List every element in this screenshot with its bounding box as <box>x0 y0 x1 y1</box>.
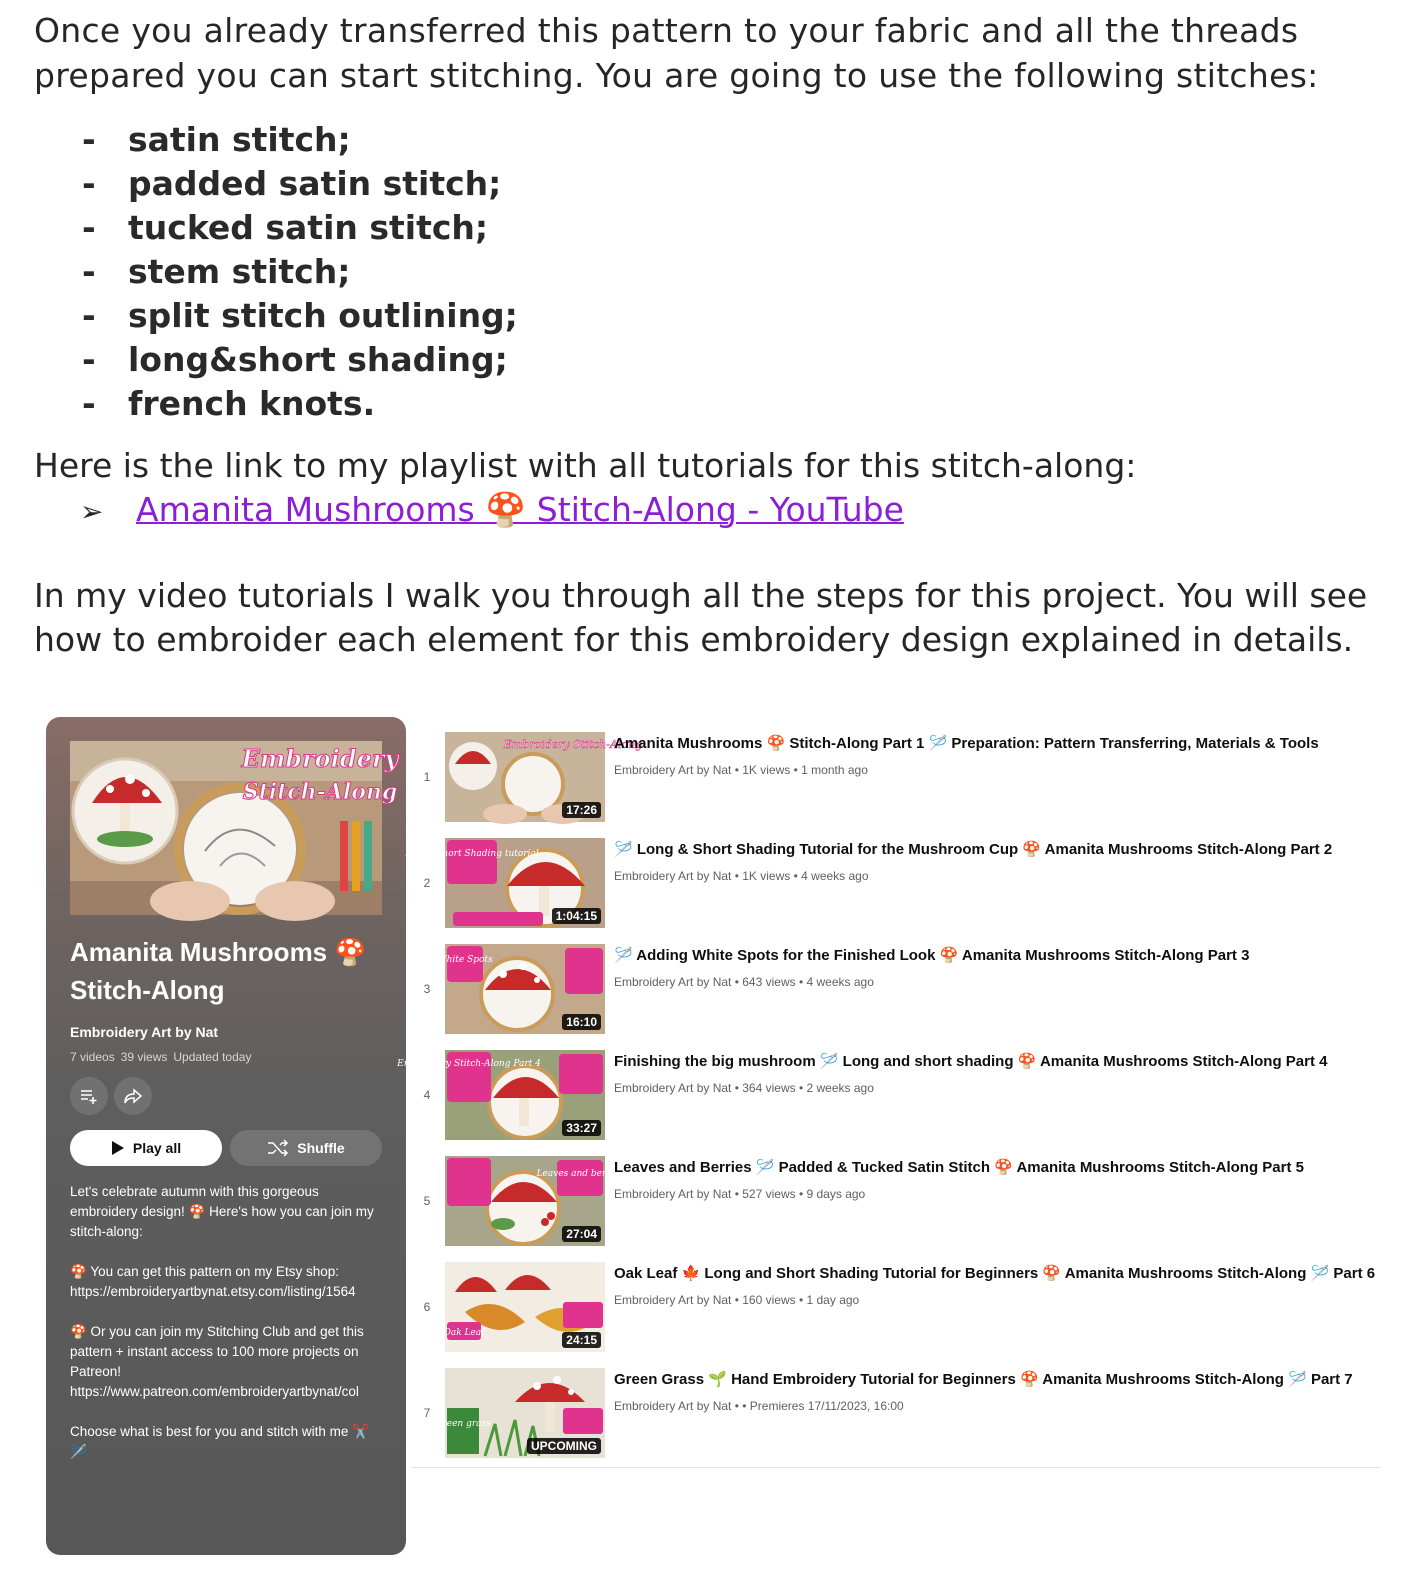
video-meta: Embroidery Art by Nat • 643 views • 4 weeks ago <box>614 975 874 989</box>
video-thumbnail[interactable] <box>397 1050 605 1140</box>
cover-title: Embroidery <box>241 744 399 773</box>
playlist-cover-image[interactable] <box>70 741 399 915</box>
thumb-caption: White Spots <box>437 955 493 965</box>
list-item <box>82 162 518 206</box>
view-count: 39 views <box>120 1050 168 1064</box>
video-title[interactable]: Leaves and Berries 🪡 Padded & Tucked Satin Stitch 🍄 Amanita Mushrooms Stitch-Along Part 5 <box>614 1159 1304 1176</box>
video-count: 7 videos <box>70 1050 115 1064</box>
playlist-video-item[interactable] <box>405 836 1380 942</box>
video-views: 643 views <box>742 975 796 989</box>
video-thumbnail[interactable] <box>437 944 605 1034</box>
list-marker: - <box>82 164 96 203</box>
thumb-caption: Long&Short Shading tutorial <box>405 849 539 859</box>
playlist-meta <box>70 1050 257 1064</box>
list-item <box>82 338 518 382</box>
shuffle-button[interactable] <box>230 1130 382 1166</box>
list-marker: - <box>82 384 96 423</box>
video-views: 364 views <box>742 1081 796 1095</box>
cover-subtitle: Stitch-Along <box>242 779 398 805</box>
video-index: 2 <box>423 876 431 890</box>
thumb-caption: Oak Leaf <box>443 1328 485 1338</box>
intro-text <box>34 8 1394 98</box>
video-views: 1K views <box>742 763 791 777</box>
list-marker: - <box>82 340 96 379</box>
description-paragraph: 🍄 Or you can join my Stitching Club and get this pattern + instant access to 100 more projects on Patreon! <box>70 1324 364 1379</box>
video-title[interactable]: Green Grass 🌱 Hand Embroidery Tutorial for Beginners 🍄 Amanita Mushrooms Stitch-Along 🪡 Part 7 <box>614 1371 1353 1388</box>
playlist-card <box>46 717 406 1555</box>
play-icon <box>111 1140 125 1156</box>
video-age: 1 month ago <box>801 763 868 777</box>
playlist-video-item[interactable] <box>412 1154 1380 1260</box>
playlist-video-item[interactable] <box>397 1048 1380 1154</box>
video-duration: 16:10 <box>562 1014 601 1030</box>
video-views: 527 views <box>742 1187 796 1201</box>
video-meta: Embroidery Art by Nat • 1K views • 1 month ago <box>614 763 868 777</box>
video-index: 3 <box>423 982 431 996</box>
video-index: 4 <box>423 1088 431 1102</box>
video-channel[interactable]: Embroidery Art by Nat <box>614 1187 732 1201</box>
playlist-link-intro: Here is the link to my playlist with all tutorials for this stitch-along: <box>34 446 1137 485</box>
list-item <box>82 118 518 162</box>
video-index: 1 <box>423 770 431 784</box>
outro-text <box>34 574 1404 662</box>
video-age: 4 weeks ago <box>801 869 869 883</box>
video-duration: 17:26 <box>562 802 601 818</box>
thumb-caption: Embroidery Stitch-Along <box>503 738 643 751</box>
video-meta: Embroidery Art by Nat • • Premieres 17/11/2023, 16:00 <box>614 1399 904 1413</box>
outro-line: In my video tutorials I walk you through all the steps for this project. You will see <box>34 576 1368 615</box>
add-to-queue-button[interactable] <box>70 1077 108 1115</box>
description-paragraph: Let's celebrate autumn with this gorgeous embroidery design! 🍄 Here's how you can join my stitch-along: <box>70 1184 374 1239</box>
video-channel[interactable]: Embroidery Art by Nat <box>614 869 732 883</box>
video-views: 1K views <box>742 869 791 883</box>
video-index: 7 <box>423 1406 431 1420</box>
shuffle-label: Shuffle <box>297 1140 345 1156</box>
intro-line: prepared you can start stitching. You are going to use the following stitches: <box>34 56 1319 95</box>
video-title[interactable]: Finishing the big mushroom 🪡 Long and short shading 🍄 Amanita Mushrooms Stitch-Along Part 4 <box>614 1053 1328 1070</box>
play-all-label: Play all <box>132 1140 182 1156</box>
video-age: 4 weeks ago <box>806 975 874 989</box>
list-divider <box>412 1467 1380 1468</box>
shuffle-icon <box>267 1139 289 1157</box>
stitch-name: padded satin stitch; <box>128 164 502 203</box>
list-item <box>82 206 518 250</box>
video-thumbnail[interactable] <box>445 1156 624 1246</box>
video-duration: 33:27 <box>562 1120 601 1136</box>
playlist-video-item[interactable] <box>412 730 1380 836</box>
playlist-title-line: Stitch-Along <box>70 975 225 1005</box>
playlist-title-line: Amanita Mushrooms 🍄 <box>70 937 367 967</box>
stitch-name: tucked satin stitch; <box>128 208 489 247</box>
play-all-button[interactable] <box>70 1130 222 1166</box>
description-line: 🍄 You can get this pattern on my Etsy shop: <box>70 1264 339 1279</box>
stitch-list <box>82 118 518 426</box>
description-url[interactable]: https://www.patreon.com/embroideryartbynat/col <box>70 1384 359 1399</box>
list-marker: - <box>82 296 96 335</box>
video-channel[interactable]: Embroidery Art by Nat <box>614 763 732 777</box>
arrow-bullet-icon: ➢ <box>80 495 104 528</box>
video-title[interactable]: 🪡 Adding White Spots for the Finished Look 🍄 Amanita Mushrooms Stitch-Along Part 3 <box>614 947 1250 964</box>
video-duration: UPCOMING <box>527 1438 601 1454</box>
stitch-name: long&short shading; <box>128 340 508 379</box>
video-channel[interactable]: Embroidery Art by Nat <box>614 975 732 989</box>
share-icon <box>123 1086 143 1106</box>
list-item <box>82 382 518 426</box>
intro-line: Once you already transferred this pattern to your fabric and all the threads <box>34 11 1299 50</box>
thumb-caption: Green grass <box>435 1419 491 1429</box>
playlist-video-list <box>397 730 1380 1472</box>
playlist-channel[interactable]: Embroidery Art by Nat <box>70 1024 219 1040</box>
video-thumbnail[interactable] <box>445 732 643 822</box>
video-index: 6 <box>423 1300 431 1314</box>
video-title[interactable]: Amanita Mushrooms 🍄 Stitch-Along Part 1 🪡 Preparation: Pattern Transferring, Materials & Tools <box>614 735 1319 752</box>
stitch-name: satin stitch; <box>128 120 351 159</box>
video-thumbnail[interactable] <box>445 1262 605 1352</box>
video-age: Premieres 17/11/2023, 16:00 <box>749 1399 904 1413</box>
video-channel[interactable]: Embroidery Art by Nat <box>614 1399 732 1413</box>
playlist-link-row <box>80 487 904 534</box>
video-index: 5 <box>423 1194 431 1208</box>
playlist-title <box>70 933 370 1009</box>
video-duration: 27:04 <box>562 1226 601 1242</box>
video-channel[interactable]: Embroidery Art by Nat <box>614 1293 732 1307</box>
description-line: Choose what is best for you and stitch with me ✂️ <box>70 1424 369 1439</box>
video-title[interactable]: 🪡 Long & Short Shading Tutorial for the Mushroom Cup 🍄 Amanita Mushrooms Stitch-Along Part 2 <box>614 841 1333 858</box>
video-duration: 1:04:15 <box>552 908 601 924</box>
playlist-link[interactable]: Amanita Mushrooms 🍄 Stitch-Along - YouTube <box>136 490 904 529</box>
playlist-description <box>70 1182 382 1462</box>
stitch-name: split stitch outlining; <box>128 296 518 335</box>
thumb-caption: Embroidery Stitch-Along Part 4 <box>397 1059 541 1069</box>
share-button[interactable] <box>114 1077 152 1115</box>
video-title[interactable]: Oak Leaf 🍁 Long and Short Shading Tutorial for Beginners 🍄 Amanita Mushrooms Stitch-Along 🪡 Part 6 <box>614 1265 1376 1282</box>
video-age: 2 weeks ago <box>806 1081 874 1095</box>
list-item <box>82 294 518 338</box>
video-duration: 24:15 <box>562 1332 601 1348</box>
playlist-video-item[interactable] <box>412 942 1380 1048</box>
list-item <box>82 250 518 294</box>
description-trail: 🪡 <box>70 1444 87 1459</box>
video-views: 160 views <box>742 1293 796 1307</box>
video-thumbnail[interactable] <box>405 838 605 928</box>
video-meta: Embroidery Art by Nat • 1K views • 4 weeks ago <box>614 869 869 883</box>
video-meta: Embroidery Art by Nat • 527 views • 9 days ago <box>614 1187 866 1201</box>
stitch-name: french knots. <box>128 384 376 423</box>
video-age: 9 days ago <box>806 1187 866 1201</box>
video-meta: Embroidery Art by Nat • 160 views • 1 day ago <box>614 1293 860 1307</box>
list-marker: - <box>82 208 96 247</box>
video-meta: Embroidery Art by Nat • 364 views • 2 weeks ago <box>614 1081 874 1095</box>
video-age: 1 day ago <box>806 1293 860 1307</box>
list-marker: - <box>82 120 96 159</box>
playlist-video-item[interactable] <box>412 1260 1380 1366</box>
description-url[interactable]: https://embroideryartbynat.etsy.com/listing/1564 <box>70 1284 356 1299</box>
playlist-video-item[interactable] <box>412 1366 1380 1472</box>
add-to-queue-icon <box>79 1086 99 1106</box>
outro-line: how to embroider each element for this embroidery design explained in details. <box>34 620 1354 659</box>
updated-label: Updated today <box>173 1050 252 1064</box>
stitch-name: stem stitch; <box>128 252 351 291</box>
video-thumbnail[interactable] <box>435 1368 605 1458</box>
thumb-caption: Leaves and berries <box>536 1169 624 1179</box>
video-channel[interactable]: Embroidery Art by Nat <box>614 1081 732 1095</box>
list-marker: - <box>82 252 96 291</box>
